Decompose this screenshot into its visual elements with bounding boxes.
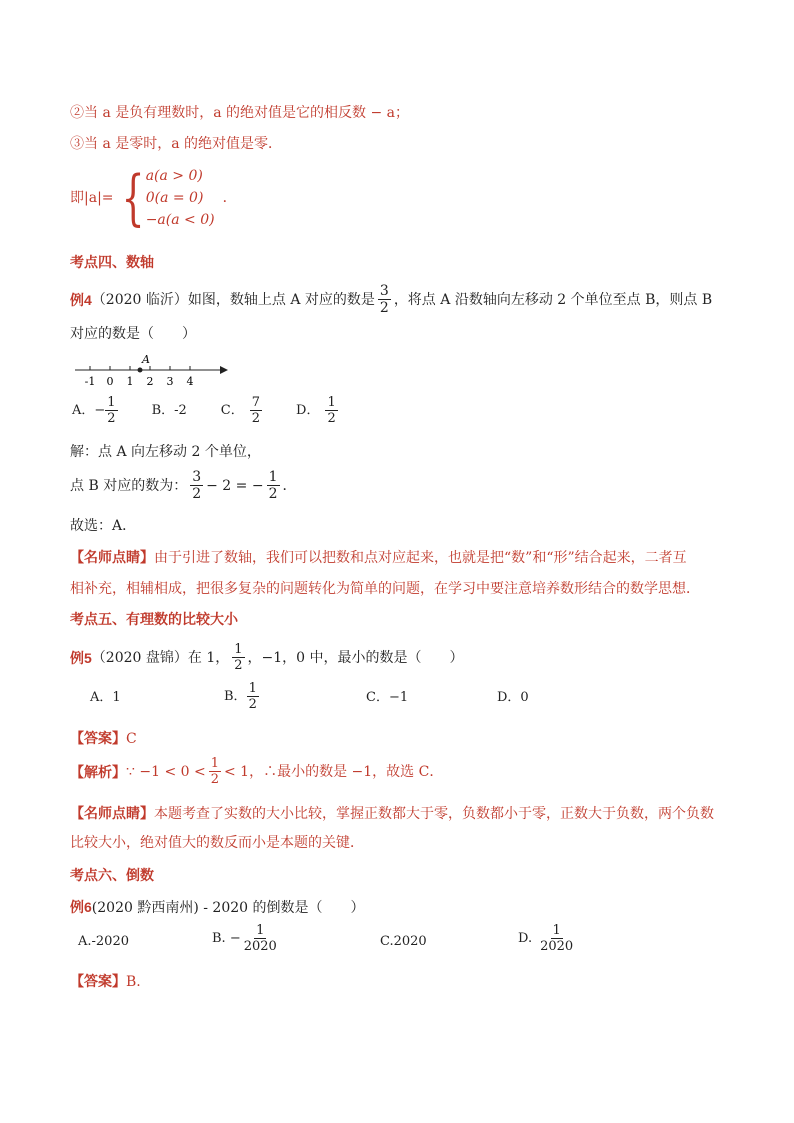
example5-option-b: B． $\frac{1}{2}$ [224, 681, 257, 712]
piece-case-negative: −a(a < 0) [145, 212, 215, 228]
example4-question [70, 284, 712, 315]
number-line-arrow [220, 366, 228, 374]
number-line-point-a-label: A [142, 353, 150, 366]
section-title-comparison: 考点五、有理数的比较大小 [70, 611, 238, 627]
number-line-tick-label: -1 [84, 375, 96, 388]
example5-tip-line1: 【名师点睛】本题考查了实数的大小比较，掌握正数都大于零，负数都小于零，正数大于负数，两个负数 [70, 805, 714, 822]
piecewise-prefix: 即|a|= [70, 190, 114, 206]
example4-option-a-fraction: $\frac{1}{2}$ [107, 395, 116, 426]
example5-fraction: $\frac{1}{2}$ [234, 642, 243, 673]
example5-question: 例5 （2020 盘锦）在 1， $\frac{1}{2}$ ，−1，0 中，最小的数是（ ） [70, 642, 464, 673]
example5-option-d: D．0 [497, 690, 529, 705]
number-line-point-a [138, 368, 143, 373]
example4-tip-label: 【名师点睛】 [70, 549, 154, 565]
example5-option-a: A．1 [90, 690, 121, 705]
example6-option-c: C.2020 [380, 934, 427, 949]
example5-tip-line2: 比较大小，绝对值大的数反而小是本题的关键． [70, 835, 364, 851]
number-line-figure [70, 352, 230, 388]
number-line-tick-label: 2 [146, 375, 154, 388]
example4-option-d-fraction: $\frac{1}{2}$ [327, 395, 336, 426]
example4-solution-line2: 点 B 对应的数为： $\frac{3}{2}$ − 2 = − $\frac{1}{2}$ ． [70, 469, 297, 502]
number-line-tick-label: 4 [186, 375, 194, 388]
example4-fraction: $\frac{3}{2}$ [379, 283, 389, 316]
example4-tip-line1: 【名师点睛】由于引进了数轴，我们可以把数和点对应起来，也就是把“数”和“形”结合起来，二者互 [70, 549, 687, 566]
piecewise-brace: { [121, 163, 145, 233]
section-title-number-line: 考点四、数轴 [70, 254, 154, 270]
example4-tip-line2: 相补充，相辅相成，把很多复杂的问题转化为简单的问题，在学习中要注意培养数形结合的数学思想． [70, 581, 700, 597]
example4-option-d: D． [296, 402, 320, 418]
section-title-reciprocal: 考点六、倒数 [70, 867, 154, 883]
example4-solution-line1: 解：点 A 向左移动 2 个单位， [70, 444, 261, 460]
piece-case-zero: 0(a = 0) [145, 190, 204, 206]
example5-label: 例5 [70, 649, 92, 666]
example4-question-line2: 对应的数是（ ） [70, 326, 196, 342]
example6-answer: 【答案】B. [70, 973, 141, 990]
rule-zero-line: ③当 a 是零时，a 的绝对值是零． [70, 136, 283, 152]
example4-option-b: B．-2 [151, 402, 187, 418]
example6-option-a: A.-2020 [78, 934, 129, 949]
example4-solution-choice: 故选：A． [70, 518, 137, 534]
example5-analysis: 【解析】 ∵ −1 < 0 < $\frac{1}{2}$ < 1，∴最小的数是 −1，故选 C． [70, 756, 444, 787]
example5-answer: 【答案】C [70, 730, 137, 747]
piecewise-definition [70, 163, 237, 233]
example4-label: 例4 [70, 291, 92, 308]
number-line-tick-label: 0 [106, 375, 114, 388]
example4-option-a: A．− [72, 402, 106, 418]
piecewise-end: ． [222, 190, 237, 206]
example5-option-c: C．−1 [366, 690, 409, 705]
example6-option-b: B. − $\frac{1}{2020}$ [212, 923, 277, 954]
number-line-tick-label: 1 [126, 375, 134, 388]
rule-negative-line: ②当 a 是负有理数时，a 的绝对值是它的相反数 − a； [70, 105, 410, 121]
example4-text-b: ，将点 A 沿数轴向左移动 2 个单位至点 B，则点 B [393, 291, 713, 308]
number-line-tick-label: 3 [166, 375, 174, 388]
example6-question: 例6(2020 黔西南州) - 2020 的倒数是（ ） [70, 899, 365, 916]
example6-label: 例6 [70, 899, 92, 915]
example4-options [72, 396, 338, 425]
example4-option-c: C． [220, 402, 244, 418]
piece-case-positive: a(a > 0) [145, 168, 203, 184]
example4-option-c-fraction: $\frac{7}{2}$ [251, 395, 261, 426]
example4-text-a: （2020 临沂）如图，数轴上点 A 对应的数是 [91, 291, 375, 308]
example6-option-d: D. $\frac{1}{2020}$ [518, 923, 574, 954]
